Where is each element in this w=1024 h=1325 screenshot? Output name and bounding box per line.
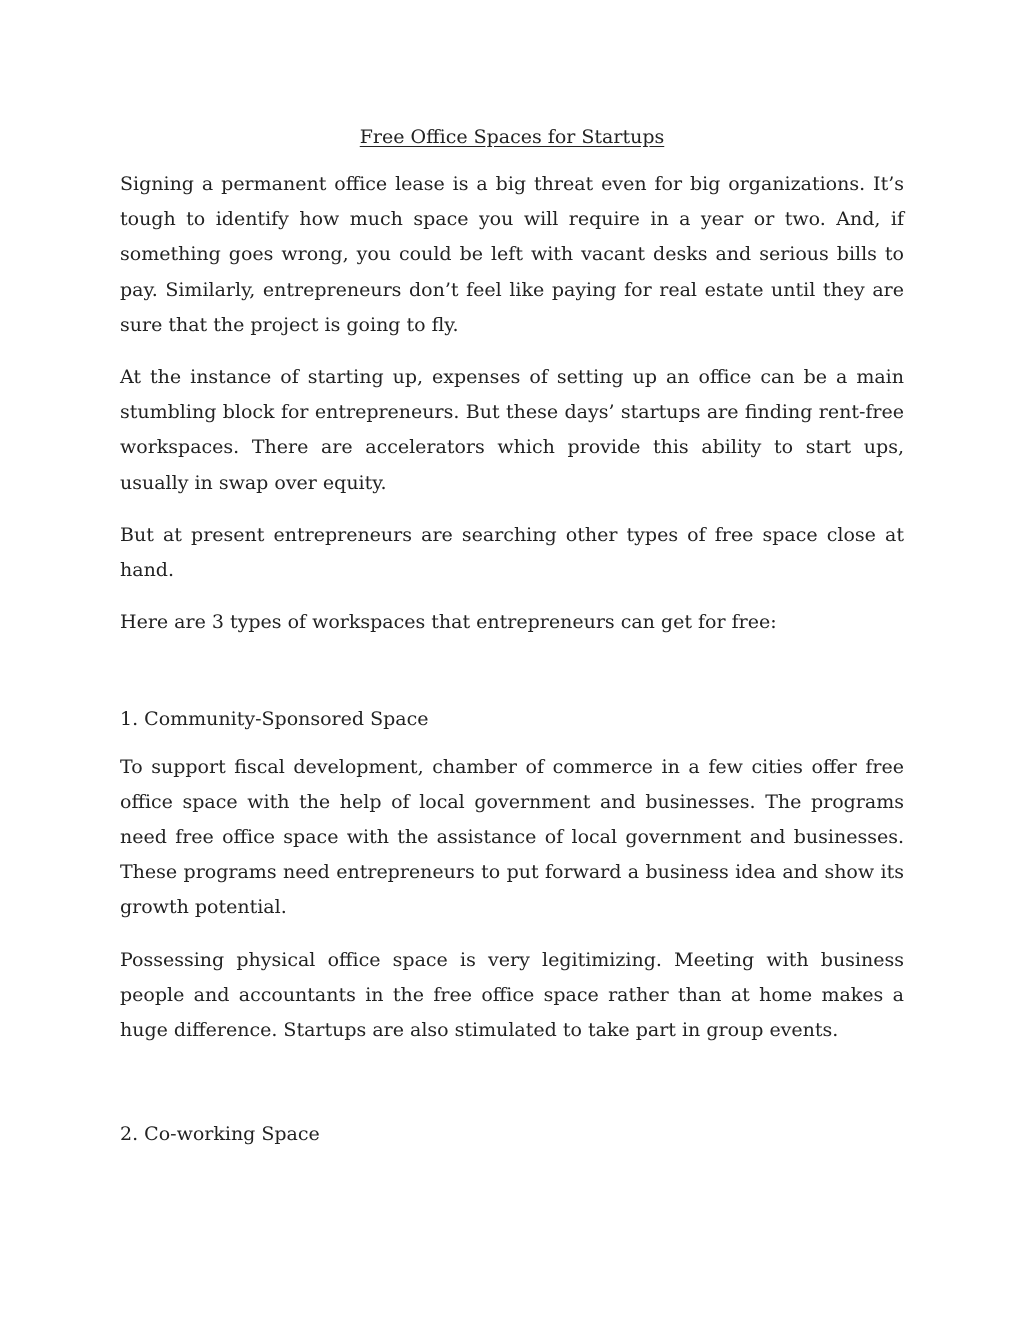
section-community-paragraph-1: To support fiscal development, chamber of commerce in a few cities offer free office space with the help of local government and businesses. The programs need free office space with the assistance of local government and businesses. These programs need entrepreneurs to put forward a business idea and show its growth potential. xyxy=(120,755,904,919)
intro-paragraph-1: Signing a permanent office lease is a big threat even for big organizations. It’s tough to identify how much space you will require in a year or two. And, if something goes wrong, you could be left with vacant desks and serious bills to pay. Similarly, entrepreneurs don’t feel like paying for real estate until they are sure that the project is going to fly. xyxy=(120,173,904,336)
intro-paragraph-3: But at present entrepreneurs are searching other types of free space close at hand. xyxy=(120,523,904,582)
document-body xyxy=(120,121,904,1164)
section-heading-community: 1. Community-Sponsored Space xyxy=(120,708,429,731)
section-heading-coworking: 2. Co-working Space xyxy=(120,1123,320,1146)
intro-paragraph-2: At the instance of starting up, expenses of setting up an office can be a main stumbling block for entrepreneurs. But these days’ startups are finding rent-free workspaces. There are accelerators which provide this ability to start ups, usually in swap over equity. xyxy=(120,366,904,494)
section-community-paragraph-2: Possessing physical office space is very legitimizing. Meeting with business people and accountants in the free office space rather than at home makes a huge difference. Startups are also stimulated to take part in group events. xyxy=(120,948,904,1042)
intro-paragraph-4: Here are 3 types of workspaces that entrepreneurs can get for free: xyxy=(120,611,777,634)
document-title: Free Office Spaces for Startups xyxy=(359,126,665,148)
